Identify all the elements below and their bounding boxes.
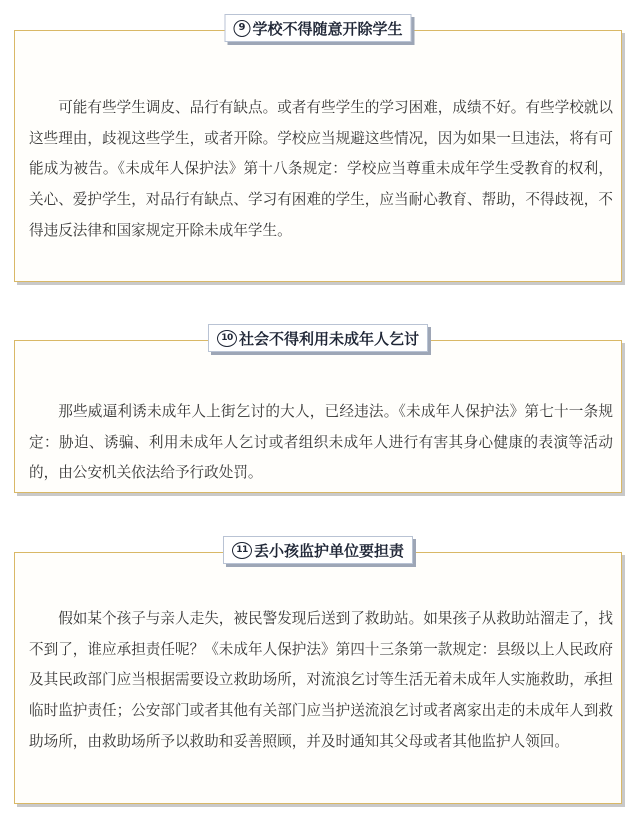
section-9-box — [14, 30, 622, 282]
section-11-body: 假如某个孩子与亲人走失，被民警发现后送到了救助站。如果孩子从救助站溜走了，找不到了，谁应承担责任呢？《未成年人保护法》第四十三条第一款规定：县级以上人民政府及其民政部门应当根据需要设立救助场所，对流浪乞讨等生活无着未成年人实施救助，承担临时监护责任；公安部门或者其他有关部门应当护送流浪乞讨或者离家出走的未成年人到救助场所，由救助场所予以救助和妥善照顾，并及时通知其父母或者其他监护人领回。 — [29, 610, 613, 750]
section-9 — [14, 14, 622, 289]
section-9-title-tag — [224, 14, 411, 42]
section-9-title: 学校不得随意开除学生 — [252, 19, 403, 38]
section-9-number-badge: 9 — [233, 20, 250, 37]
section-11 — [14, 536, 622, 812]
section-10 — [14, 324, 622, 499]
section-10-title-tag — [208, 324, 428, 352]
section-10-title: 社会不得利用未成年人乞讨 — [238, 329, 420, 348]
section-11-number-badge: 11 — [232, 542, 252, 559]
section-11-title: 丢小孩监护单位要担责 — [253, 541, 405, 560]
section-11-box — [14, 552, 622, 804]
section-11-title-tag — [223, 536, 413, 564]
section-10-number-badge: 10 — [217, 330, 237, 347]
section-9-body: 可能有些学生调皮、品行有缺点。或者有些学生的学习困难，成绩不好。有些学校就以这些理由，歧视这些学生，或者开除。学校应当规避这些情况，因为如果一旦违法，将有可能成为被告。《未成年人保护法》第十八条规定：学校应当尊重未成年学生受教育的权利，关心、爱护学生，对品行有缺点、学习有困难的学生，应当耐心教育、帮助，不得歧视，不得违反法律和国家规定开除未成年学生。 — [29, 99, 613, 239]
section-10-box — [14, 340, 622, 493]
section-10-body: 那些威逼利诱未成年人上街乞讨的大人，已经违法。《未成年人保护法》第七十一条规定：胁迫、诱骗、利用未成年人乞讨或者组织未成年人进行有害其身心健康的表演等活动的，由公安机关依法给予行政处罚。 — [29, 403, 613, 482]
